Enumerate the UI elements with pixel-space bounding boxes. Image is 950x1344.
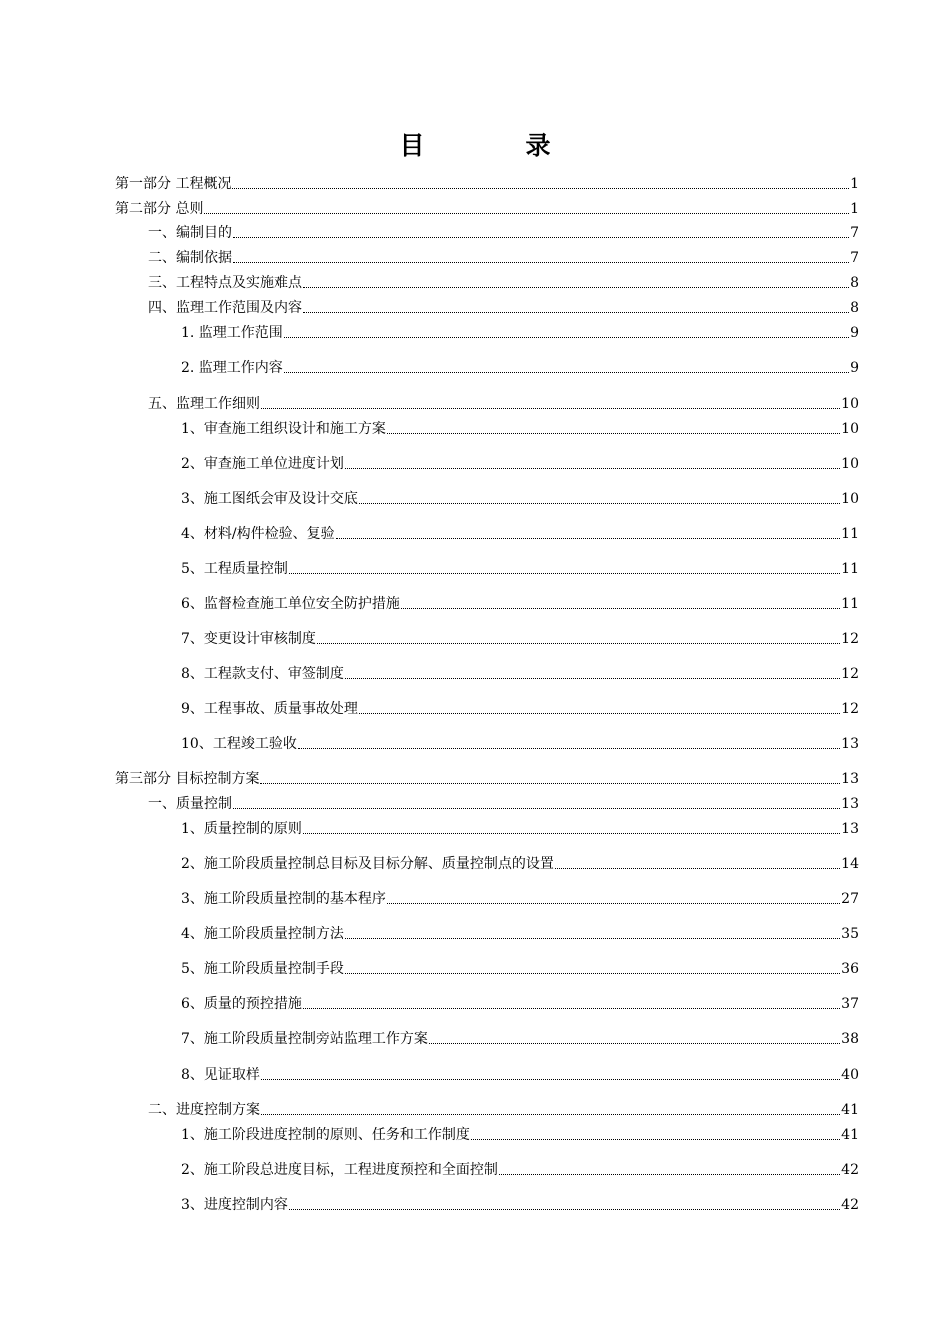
toc-entry[interactable] xyxy=(181,1124,859,1144)
toc-entry[interactable] xyxy=(181,1159,859,1179)
toc-entry[interactable] xyxy=(181,628,859,648)
toc-entry-label: 6、质量的预控措施 xyxy=(181,996,302,1012)
toc-entry[interactable] xyxy=(148,793,859,813)
toc-entry-page-number: 10 xyxy=(841,491,859,507)
toc-entry-page-number: 42 xyxy=(841,1162,859,1178)
dot-leader xyxy=(359,503,840,504)
toc-entry[interactable] xyxy=(181,593,859,613)
toc-entry-page-number: 35 xyxy=(841,926,859,942)
dot-leader xyxy=(359,713,840,714)
toc-entry[interactable] xyxy=(181,958,859,978)
toc-entry-page-number: 41 xyxy=(841,1127,859,1143)
toc-entry[interactable] xyxy=(181,357,859,377)
toc-entry-label: 第三部分 目标控制方案 xyxy=(115,771,260,787)
toc-entry-page-number: 11 xyxy=(841,596,859,612)
toc-entry-label: 一、质量控制 xyxy=(148,796,232,812)
toc-entry-page-number: 10 xyxy=(841,396,859,412)
dot-leader xyxy=(317,643,840,644)
toc-entry[interactable] xyxy=(181,322,859,342)
toc-entry[interactable] xyxy=(181,923,859,943)
toc-entry-label: 7、变更设计审核制度 xyxy=(181,631,316,647)
toc-entry-page-number: 1 xyxy=(850,176,859,192)
dot-leader xyxy=(261,408,840,409)
toc-entry[interactable] xyxy=(181,453,859,473)
toc-entry-label: 4、材料/构件检验、复验 xyxy=(181,526,335,542)
toc-entry-page-number: 13 xyxy=(841,736,859,752)
toc-entry[interactable] xyxy=(115,198,859,218)
dot-leader xyxy=(555,868,840,869)
dot-leader xyxy=(303,287,849,288)
toc-entry-page-number: 42 xyxy=(841,1197,859,1213)
toc-entry[interactable] xyxy=(181,993,859,1013)
toc-entry-page-number: 13 xyxy=(841,796,859,812)
toc-entry-label: 4、施工阶段质量控制方法 xyxy=(181,926,344,942)
dot-leader xyxy=(289,573,840,574)
toc-entry-page-number: 13 xyxy=(841,821,859,837)
toc-entry[interactable] xyxy=(181,488,859,508)
toc-entry[interactable] xyxy=(148,222,859,242)
toc-entry-label: 四、监理工作范围及内容 xyxy=(148,300,302,316)
toc-entry-page-number: 8 xyxy=(850,275,859,291)
dot-leader xyxy=(233,808,840,809)
toc-entry[interactable] xyxy=(115,768,859,788)
dot-leader xyxy=(303,312,849,313)
dot-leader xyxy=(204,213,849,214)
toc-entry-label: 一、编制目的 xyxy=(148,225,232,241)
dot-leader xyxy=(284,372,849,373)
toc-entry-label: 第一部分 工程概况 xyxy=(115,176,232,192)
toc-entry-label: 3、进度控制内容 xyxy=(181,1197,288,1213)
toc-entry-label: 10、工程竣工验收 xyxy=(181,736,297,752)
toc-entry-page-number: 12 xyxy=(841,701,859,717)
toc-entry[interactable] xyxy=(181,418,859,438)
toc-entry-label: 2、审查施工单位进度计划 xyxy=(181,456,344,472)
dot-leader xyxy=(303,833,840,834)
toc-entry-page-number: 10 xyxy=(841,456,859,472)
toc-entry[interactable] xyxy=(148,1099,859,1119)
toc-entry-page-number: 14 xyxy=(841,856,859,872)
toc-entry[interactable] xyxy=(181,698,859,718)
dot-leader xyxy=(387,903,840,904)
toc-entry[interactable] xyxy=(181,853,859,873)
toc-entry-page-number: 27 xyxy=(841,891,859,907)
toc-entry-label: 二、编制依据 xyxy=(148,250,232,266)
toc-entry-page-number: 11 xyxy=(841,526,859,542)
dot-leader xyxy=(303,1008,840,1009)
toc-entry-label: 8、工程款支付、审签制度 xyxy=(181,666,344,682)
toc-entry-page-number: 12 xyxy=(841,631,859,647)
toc-entry[interactable] xyxy=(181,888,859,908)
toc-entry-label: 三、工程特点及实施难点 xyxy=(148,275,302,291)
toc-entry-label: 2、施工阶段质量控制总目标及目标分解、质量控制点的设置 xyxy=(181,856,554,872)
toc-entry-label: 5、工程质量控制 xyxy=(181,561,288,577)
toc-entry-page-number: 11 xyxy=(841,561,859,577)
toc-entry-label: 3、施工阶段质量控制的基本程序 xyxy=(181,891,386,907)
dot-leader xyxy=(345,678,840,679)
dot-leader xyxy=(260,783,840,784)
toc-entry-label: 1、施工阶段进度控制的原则、任务和工作制度 xyxy=(181,1127,470,1143)
toc-entry-label: 5、施工阶段质量控制手段 xyxy=(181,961,344,977)
toc-entry[interactable] xyxy=(181,558,859,578)
toc-entry-label: 6、监督检查施工单位安全防护措施 xyxy=(181,596,400,612)
dot-leader xyxy=(232,188,849,189)
dot-leader xyxy=(261,1114,840,1115)
toc-entry-label: 五、监理工作细则 xyxy=(148,396,260,412)
toc-entry-page-number: 10 xyxy=(841,421,859,437)
toc-entry[interactable] xyxy=(181,663,859,683)
dot-leader xyxy=(284,337,849,338)
toc-entry[interactable] xyxy=(148,393,859,413)
toc-entry[interactable] xyxy=(181,1028,859,1048)
toc-entry[interactable] xyxy=(148,297,859,317)
toc-entry-label: 2、施工阶段总进度目标，工程进度预控和全面控制 xyxy=(181,1162,498,1178)
toc-entry-label: 2. 监理工作内容 xyxy=(181,360,283,376)
dot-leader xyxy=(233,262,849,263)
dot-leader xyxy=(345,468,840,469)
toc-entry-page-number: 7 xyxy=(850,225,859,241)
toc-entry-page-number: 13 xyxy=(841,771,859,787)
toc-entry-label: 7、施工阶段质量控制旁站监理工作方案 xyxy=(181,1031,428,1047)
toc-entry-label: 8、见证取样 xyxy=(181,1067,260,1083)
toc-entry-label: 二、进度控制方案 xyxy=(148,1102,260,1118)
toc-entry-page-number: 7 xyxy=(850,250,859,266)
toc-entry-label: 1. 监理工作范围 xyxy=(181,325,283,341)
toc-entry[interactable] xyxy=(148,247,859,267)
toc-entry[interactable] xyxy=(181,818,859,838)
dot-leader xyxy=(345,938,840,939)
toc-entry-page-number: 38 xyxy=(841,1031,859,1047)
dot-leader xyxy=(471,1139,840,1140)
toc-entry-page-number: 41 xyxy=(841,1102,859,1118)
dot-leader xyxy=(233,237,849,238)
dot-leader xyxy=(387,433,840,434)
dot-leader xyxy=(345,973,840,974)
toc-entry-page-number: 1 xyxy=(850,201,859,217)
toc-entry[interactable] xyxy=(181,1064,859,1084)
dot-leader xyxy=(429,1043,840,1044)
page-title: 目 录 xyxy=(399,131,589,160)
toc-entry-label: 3、施工图纸会审及设计交底 xyxy=(181,491,358,507)
toc-entry[interactable] xyxy=(181,523,859,543)
dot-leader xyxy=(261,1079,840,1080)
toc-entry-label: 第二部分 总则 xyxy=(115,201,204,217)
toc-entry-page-number: 9 xyxy=(850,360,859,376)
toc-entry[interactable] xyxy=(148,272,859,292)
toc-entry-page-number: 37 xyxy=(841,996,859,1012)
dot-leader xyxy=(499,1174,840,1175)
toc-entry[interactable] xyxy=(115,173,859,193)
dot-leader xyxy=(401,608,840,609)
dot-leader xyxy=(289,1209,840,1210)
toc-entry-page-number: 40 xyxy=(841,1067,859,1083)
toc-entry-page-number: 9 xyxy=(850,325,859,341)
toc-entry-label: 1、质量控制的原则 xyxy=(181,821,302,837)
dot-leader xyxy=(336,538,841,539)
dot-leader xyxy=(298,748,840,749)
toc-entry[interactable] xyxy=(181,733,859,753)
toc-entry-page-number: 36 xyxy=(841,961,859,977)
toc-entry-page-number: 12 xyxy=(841,666,859,682)
toc-entry-page-number: 8 xyxy=(850,300,859,316)
toc-entry-label: 9、工程事故、质量事故处理 xyxy=(181,701,358,717)
toc-entry-label: 1、审查施工组织设计和施工方案 xyxy=(181,421,386,437)
toc-entry[interactable] xyxy=(181,1194,859,1214)
